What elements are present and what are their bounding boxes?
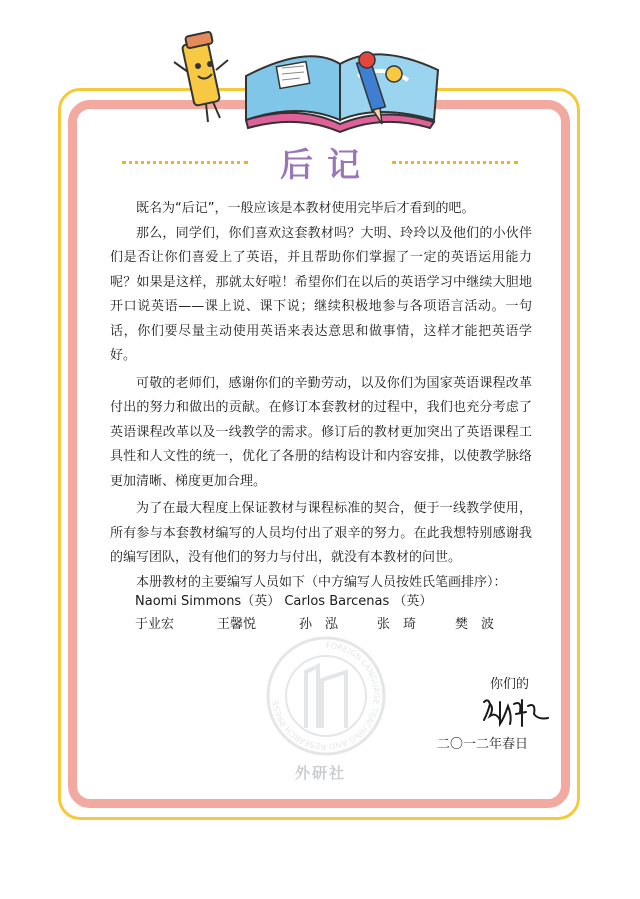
author-name: 樊 波: [455, 617, 495, 632]
date-line: 二〇一二年春日: [437, 737, 529, 752]
author-name: 孙 泓: [299, 617, 339, 632]
pencil-and-book-illustration: [168, 24, 458, 134]
open-book-icon: [246, 54, 438, 132]
author-name: 张 琦: [377, 617, 417, 632]
paragraph-2: 那么，同学们，你们喜欢这套教材吗？大明、玲玲以及他们的小伙伴们是否让你们喜爱上了英语，并且帮助你们掌握了一定的英语运用能力呢？如果是这样，那就太好啦！希望你们在以后的英语学习中继续大胆地开口说英语——课上说、课下说；继续积极地参与各项语言活动。一句话，你们要尽量主动使用英语来表达意思和做事情，这样才能把英语学好。: [110, 225, 532, 363]
watermark-ring-text: FOREIGN LANGUAGE TEACHING AND RESEARCH PRESS: [271, 640, 381, 752]
pencil-character-icon: [174, 31, 228, 122]
foreign-authors: Naomi Simmons（英） Carlos Barcenas （英）: [135, 594, 433, 609]
title-right-dots: [392, 161, 518, 164]
watermark-publisher-name: 外研社: [295, 764, 347, 782]
author-name: 于业宏: [135, 617, 175, 632]
svg-text:FOREIGN LANGUAGE TEACHING AND: [271, 641, 381, 751]
author-name: 王馨悦: [217, 617, 257, 632]
title-row: [110, 140, 530, 184]
chinese-authors: [135, 613, 494, 632]
handwritten-signature: [478, 694, 556, 730]
title-left-dots: [122, 161, 248, 164]
paragraph-3: 可敬的老师们，感谢你们的辛勤劳动，以及你们为国家英语课程改革付出的努力和做出的贡献。在修订本套教材的过程中，我们也充分考虑了英语课程改革以及一线教学的需求。修订后的教材更加突出了英语课程工具性和人文性的统一，优化了各册的结构设计和内容安排，以使教学脉络更加清晰、梯度更加合理。: [110, 375, 532, 489]
afterword-body: [110, 197, 532, 595]
publisher-watermark-seal: [262, 632, 390, 782]
paragraph-4: 为了在最大程度上保证教材与课程标准的契合，便于一线教学使用，所有参与本套教材编写的人员均付出了艰辛的努力。在此我想特别感谢我的编写团队，没有他们的努力与付出，就没有本教材的问世。: [110, 501, 532, 565]
page-title: 后记: [280, 144, 374, 184]
paragraph-5: 本册教材的主要编写人员如下（中方编写人员按姓氏笔画排序）：: [136, 574, 507, 590]
closing-line: 你们的: [490, 677, 530, 692]
paragraph-1: 既名为“后记”，一般应该是本教材使用完毕后才看到的吧。: [136, 201, 475, 216]
